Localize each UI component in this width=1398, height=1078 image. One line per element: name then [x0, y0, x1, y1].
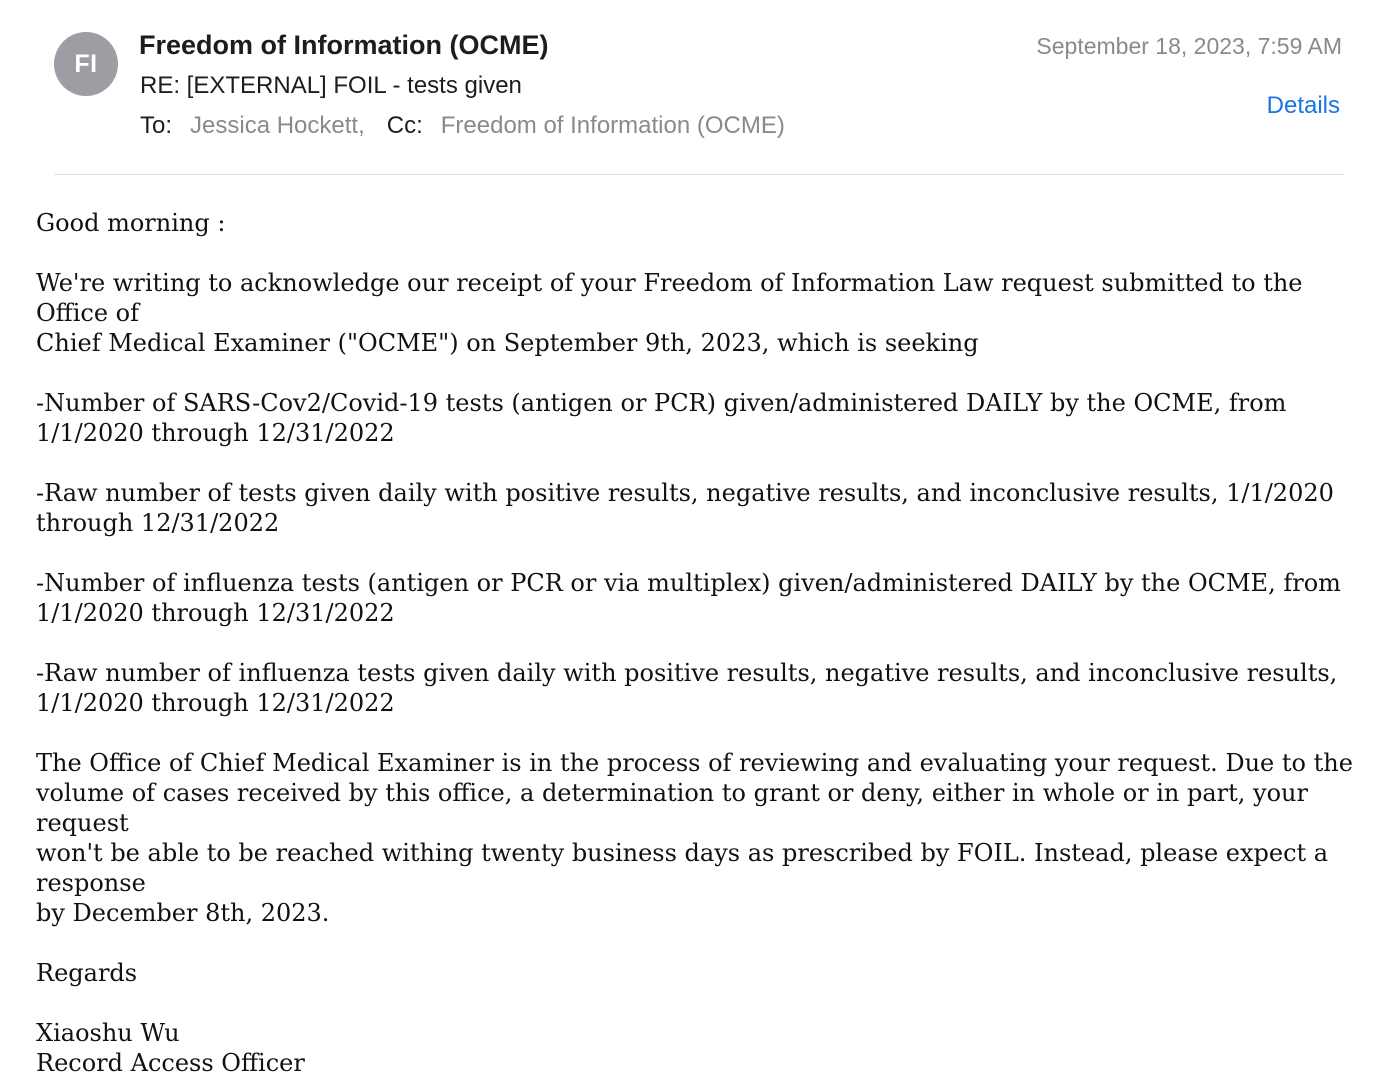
status-paragraph: The Office of Chief Medical Examiner is in the process of reviewing and evaluating your request. Due to the volume of cases received by this office, a determination to grant or deny, either in whole or in part, your request won't be able to be reached withing twenty business days as prescribed by FOIL. Instead, please expect a response by December 8th, 2023.	[36, 749, 1353, 927]
email-date: September 18, 2023, 7:59 AM	[1036, 33, 1342, 59]
greeting: Good morning :	[36, 209, 226, 237]
closing: Regards	[36, 959, 138, 987]
sender-avatar: FI	[54, 32, 118, 96]
signature-title: Record Access Officer	[36, 1049, 305, 1077]
email-body	[36, 208, 1356, 1078]
request-item: -Raw number of influenza tests given daily with positive results, negative results, and inconclusive results, 1/1/2020 through 12/31/2022	[36, 659, 1338, 717]
intro-paragraph: We're writing to acknowledge our receipt of your Freedom of Information Law request submitted to the Office of Chief Medical Examiner ("OCME") on September 9th, 2023, which is seeking	[36, 269, 1303, 357]
to-label: To:	[140, 112, 173, 139]
details-link[interactable]: Details	[1266, 92, 1340, 119]
email-header	[0, 0, 1398, 176]
cc-label: Cc:	[386, 112, 423, 139]
request-item: -Raw number of tests given daily with positive results, negative results, and inconclusive results, 1/1/2020 through 12/31/2022	[36, 479, 1334, 537]
signature-name: Xiaoshu Wu	[36, 1019, 180, 1047]
cc-recipient[interactable]: Freedom of Information (OCME)	[440, 112, 785, 139]
recipients-line	[140, 112, 785, 140]
request-item: -Number of SARS-Cov2/Covid-19 tests (antigen or PCR) given/administered DAILY by the OCME, from 1/1/2020 through 12/31/2022	[36, 389, 1287, 447]
request-item: -Number of influenza tests (antigen or PCR or via multiplex) given/administered DAILY by the OCME, from 1/1/2020 through 12/31/2022	[36, 569, 1341, 627]
email-subject: RE: [EXTERNAL] FOIL - tests given	[140, 72, 522, 99]
sender-name: Freedom of Information (OCME)	[139, 30, 549, 60]
header-divider	[54, 174, 1344, 175]
to-recipient[interactable]: Jessica Hockett,	[190, 112, 365, 139]
